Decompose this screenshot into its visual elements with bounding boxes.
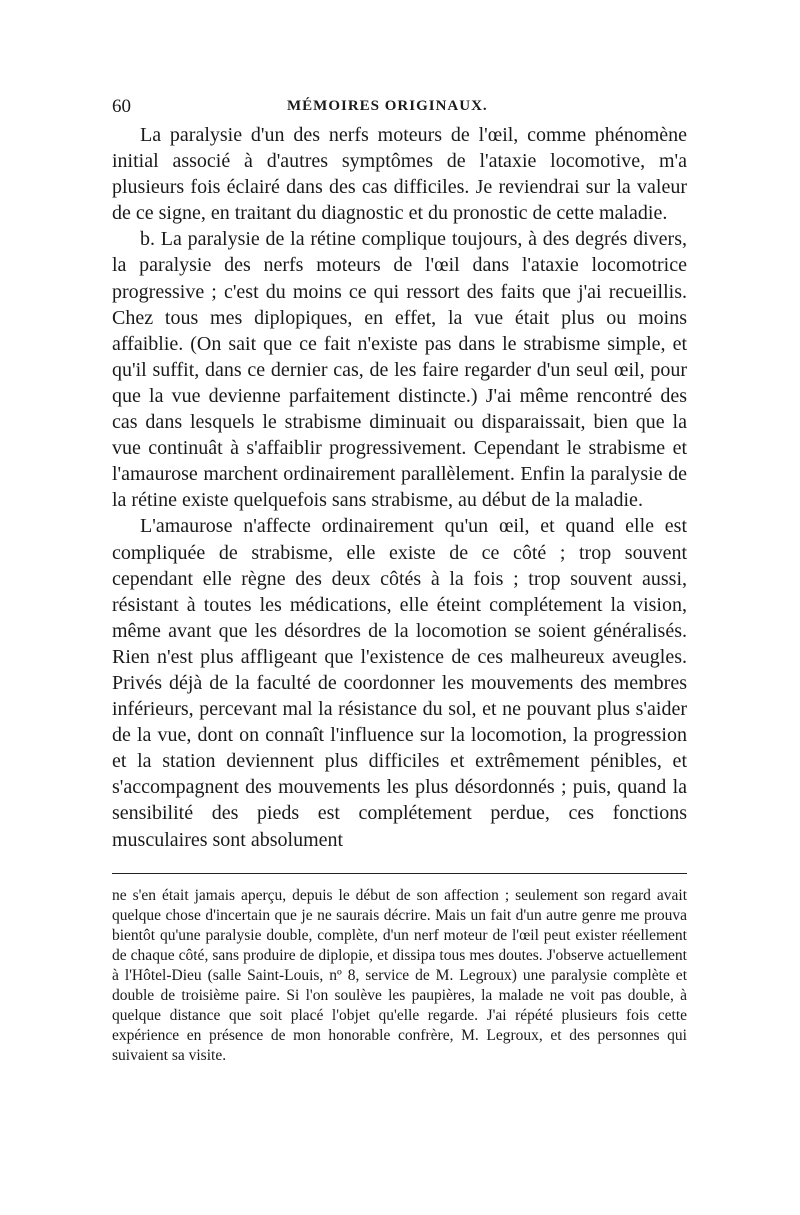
page-number: 60 (112, 96, 131, 117)
page-header (112, 96, 687, 122)
book-page (112, 96, 687, 1066)
footnote: ne s'en était jamais aperçu, depuis le début de son affection ; seulement son regard avait quelque chose d'incertain que je ne saurais décrire. Mais un fait d'un autre genre me prouva bientôt qu'une paralysie double, complète, d'un nerf moteur de l'œil peut exister réellement de chaque côté, sans produire de diplopie, et dissipa tous mes doutes. J'observe actuellement à l'Hôtel-Dieu (salle Saint-Louis, nº 8, service de M. Legroux) une paralysie complète et double de troisième paire. Si l'on soulève les paupières, la malade ne voit pas double, à quelque distance que soit placé l'objet qu'elle regarde. J'ai répété plusieurs fois cette expérience en présence de mon honorable confrère, M. Legroux, et des personnes qui suivaient sa visite. (112, 886, 687, 1064)
paragraph: L'amaurose n'affecte ordinairement qu'un œil, et quand elle est compliquée de strabisme, elle existe de ce côté ; trop souvent cependant elle règne des deux côtés à la fois ; trop souvent aussi, résistant à toutes les médications, elle éteint complétement la vision, même avant que les désordres de la locomotion se soient généralisés. Rien n'est plus affligeant que l'existence de ces malheureux aveugles. Privés déjà de la faculté de coordonner les mouvements des membres inférieurs, percevant mal la résistance du sol, et ne pouvant plus s'aider de la vue, dont on connaît l'influence sur la locomotion, la progression et la station deviennent plus difficiles et extrêmement pénibles, et s'accompagnent des mouvements les plus désordonnés ; puis, quand la sensibilité des pieds est complétement perdue, ces fonctions musculaires sont absolument (112, 515, 687, 851)
footnote-rule (112, 873, 687, 874)
running-head: MÉMOIRES ORIGINAUX. (287, 98, 488, 114)
paragraph: La paralysie d'un des nerfs moteurs de l'œil, comme phénomène initial associé à d'autres symptômes de l'ataxie locomotive, m'a plusieurs fois éclairé dans des cas difficiles. Je reviendrai sur la valeur de ce signe, en traitant du diagnostic et du pronostic de cette maladie. (112, 124, 687, 225)
body-text (112, 122, 687, 853)
paragraph: b. La paralysie de la rétine complique toujours, à des degrés divers, la paralysie des nerfs moteurs de l'œil dans l'ataxie locomotrice progressive ; c'est du moins ce qui ressort des faits que j'ai recueillis. Chez tous mes diplopiques, en effet, la vue était plus ou moins affaiblie. (On sait que ce fait n'existe pas dans le strabisme simple, et qu'il suffit, dans ce dernier cas, de les faire regarder d'un seul œil, pour que la vue devienne parfaitement distincte.) J'ai même rencontré des cas dans lesquels le strabisme diminuait ou disparaissait, bien que la vue continuât à s'affaiblir progressivement. Cependant le strabisme et l'amaurose marchent ordinairement parallèlement. Enfin la paralysie de la rétine existe quelquefois sans strabisme, au début de la maladie. (112, 228, 687, 512)
